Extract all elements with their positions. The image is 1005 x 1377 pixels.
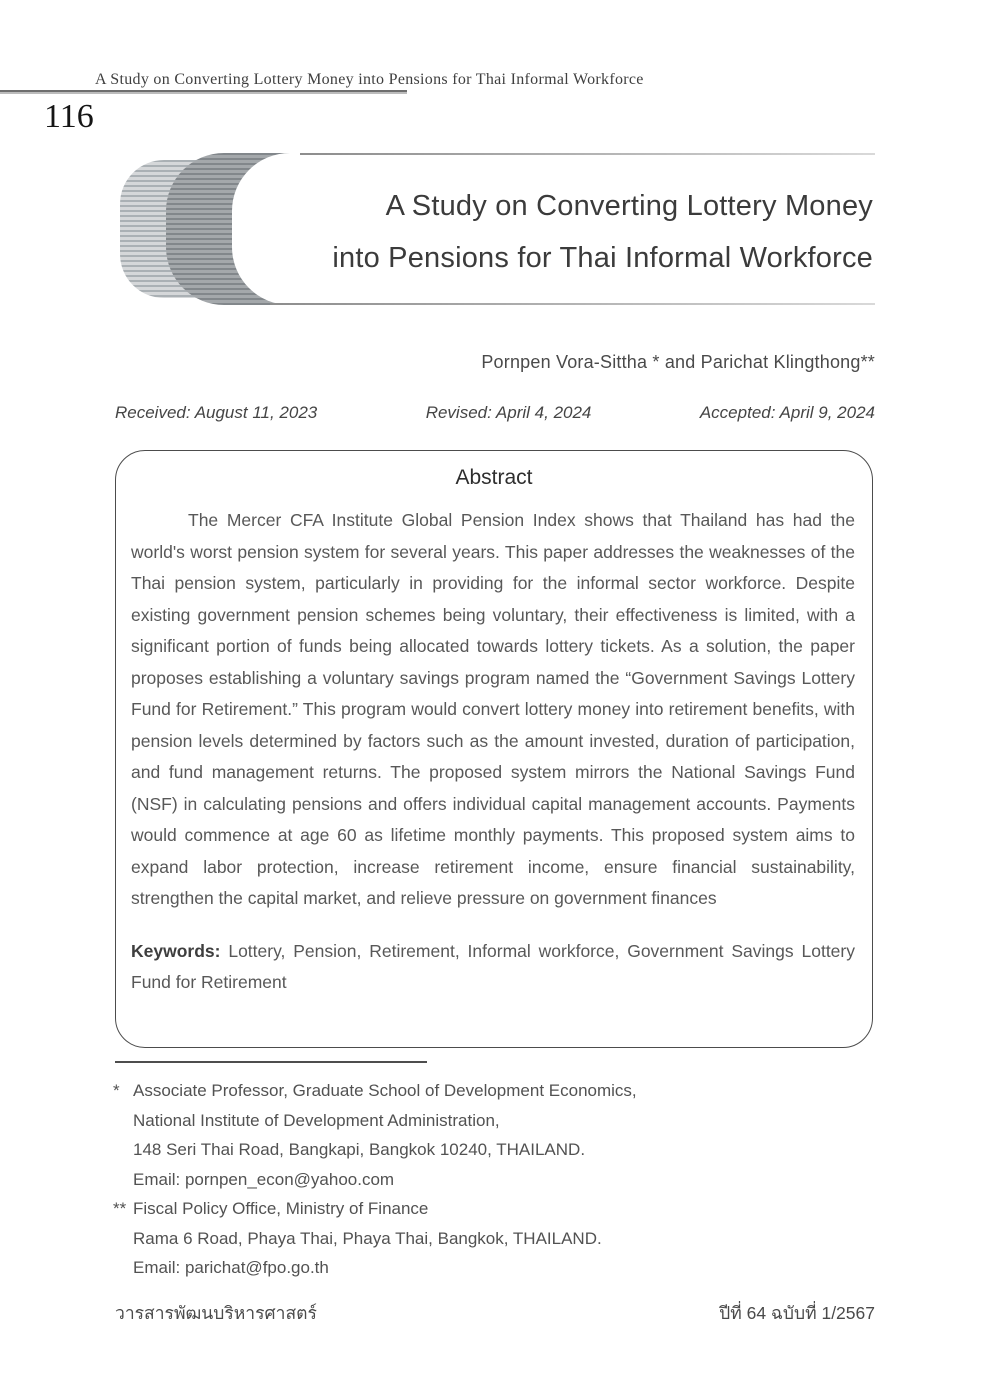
keywords-line	[131, 936, 855, 999]
abstract-box	[115, 450, 873, 1048]
dates-row	[115, 403, 875, 423]
issue-info: ปีที่ 64 ฉบับที่ 1/2567	[719, 1303, 875, 1323]
running-header: A Study on Converting Lottery Money into Pensions for Thai Informal Workforce	[95, 71, 644, 88]
footnote-text: Associate Professor, Graduate School of Development Economics,	[133, 1081, 637, 1100]
footnote-row	[113, 1165, 813, 1195]
paper-title	[253, 180, 873, 284]
banner-top-line	[300, 153, 875, 155]
footnote-marker: *	[113, 1081, 120, 1100]
title-banner	[120, 153, 875, 305]
footnote-marker	[113, 1224, 133, 1254]
received-date: Received: August 11, 2023	[115, 403, 318, 422]
footnote-marker	[113, 1165, 133, 1195]
footnote-row	[113, 1135, 813, 1165]
footnote-marker	[113, 1253, 133, 1283]
footnote-marker	[113, 1106, 133, 1136]
page-number: 116	[44, 98, 94, 135]
authors-line: Pornpen Vora-Sittha * and Parichat Klingthong**	[481, 352, 875, 372]
footnote-row	[113, 1076, 813, 1106]
footnote-text: Fiscal Policy Office, Ministry of Finance	[133, 1199, 429, 1218]
header-rule	[0, 90, 407, 94]
abstract-heading: Abstract	[455, 466, 533, 489]
footnote-marker: **	[113, 1199, 127, 1218]
keywords-label: Keywords:	[131, 940, 221, 961]
keywords-text: Lottery, Pension, Retirement, Informal workforce, Government Savings Lottery Fund for Retirement	[131, 940, 855, 992]
revised-date: Revised: April 4, 2024	[425, 403, 592, 422]
footnote-row	[113, 1194, 813, 1224]
page-footer	[115, 1299, 875, 1327]
abstract-body: The Mercer CFA Institute Global Pension Index shows that Thailand has had the world's worst pension system for several years. This paper addresses the weaknesses of the Thai pension system, particularly in providing for the informal sector workforce. Despite existing government pension schemes being voluntary, their effectiveness is limited, with a significant portion of funds being allocated towards lottery tickets. As a solution, the paper proposes establishing a voluntary savings program named the “Government Savings Lottery Fund for Retirement.” This program would convert lottery money into retirement benefits, with pension levels determined by factors such as the amount invested, duration of participation, and fund management returns. The proposed system mirrors the National Savings Fund (NSF) in calculating pensions and offers individual capital management accounts. Payments would commence at age 60 as lifetime monthly payments. This proposed system aims to expand labor protection, increase retirement income, ensure financial sustainability, strengthen the capital market, and relieve pressure on government finances	[131, 510, 855, 908]
footnote-text: National Institute of Development Administration,	[133, 1110, 500, 1130]
accepted-date: Accepted: April 9, 2024	[699, 403, 875, 422]
footnote-rule	[115, 1061, 427, 1063]
footnotes	[113, 1076, 813, 1283]
footnote-text: Rama 6 Road, Phaya Thai, Phaya Thai, Bangkok, THAILAND.	[133, 1228, 602, 1248]
footnote-text: Email: parichat@fpo.go.th	[133, 1258, 329, 1277]
footnote-row	[113, 1224, 813, 1254]
footnote-text: 148 Seri Thai Road, Bangkapi, Bangkok 10240, THAILAND.	[133, 1140, 586, 1159]
footnote-row	[113, 1253, 813, 1283]
paper-title-line2: into Pensions for Thai Informal Workforce	[332, 242, 873, 274]
journal-name: วารสารพัฒนบริหารศาสตร์	[115, 1303, 317, 1323]
banner-bottom-line	[270, 303, 875, 305]
footnote-row	[113, 1106, 813, 1136]
footnote-text: Email: pornpen_econ@yahoo.com	[133, 1169, 395, 1189]
footnote-marker	[113, 1135, 133, 1165]
paper-title-line1: A Study on Converting Lottery Money	[385, 190, 873, 222]
